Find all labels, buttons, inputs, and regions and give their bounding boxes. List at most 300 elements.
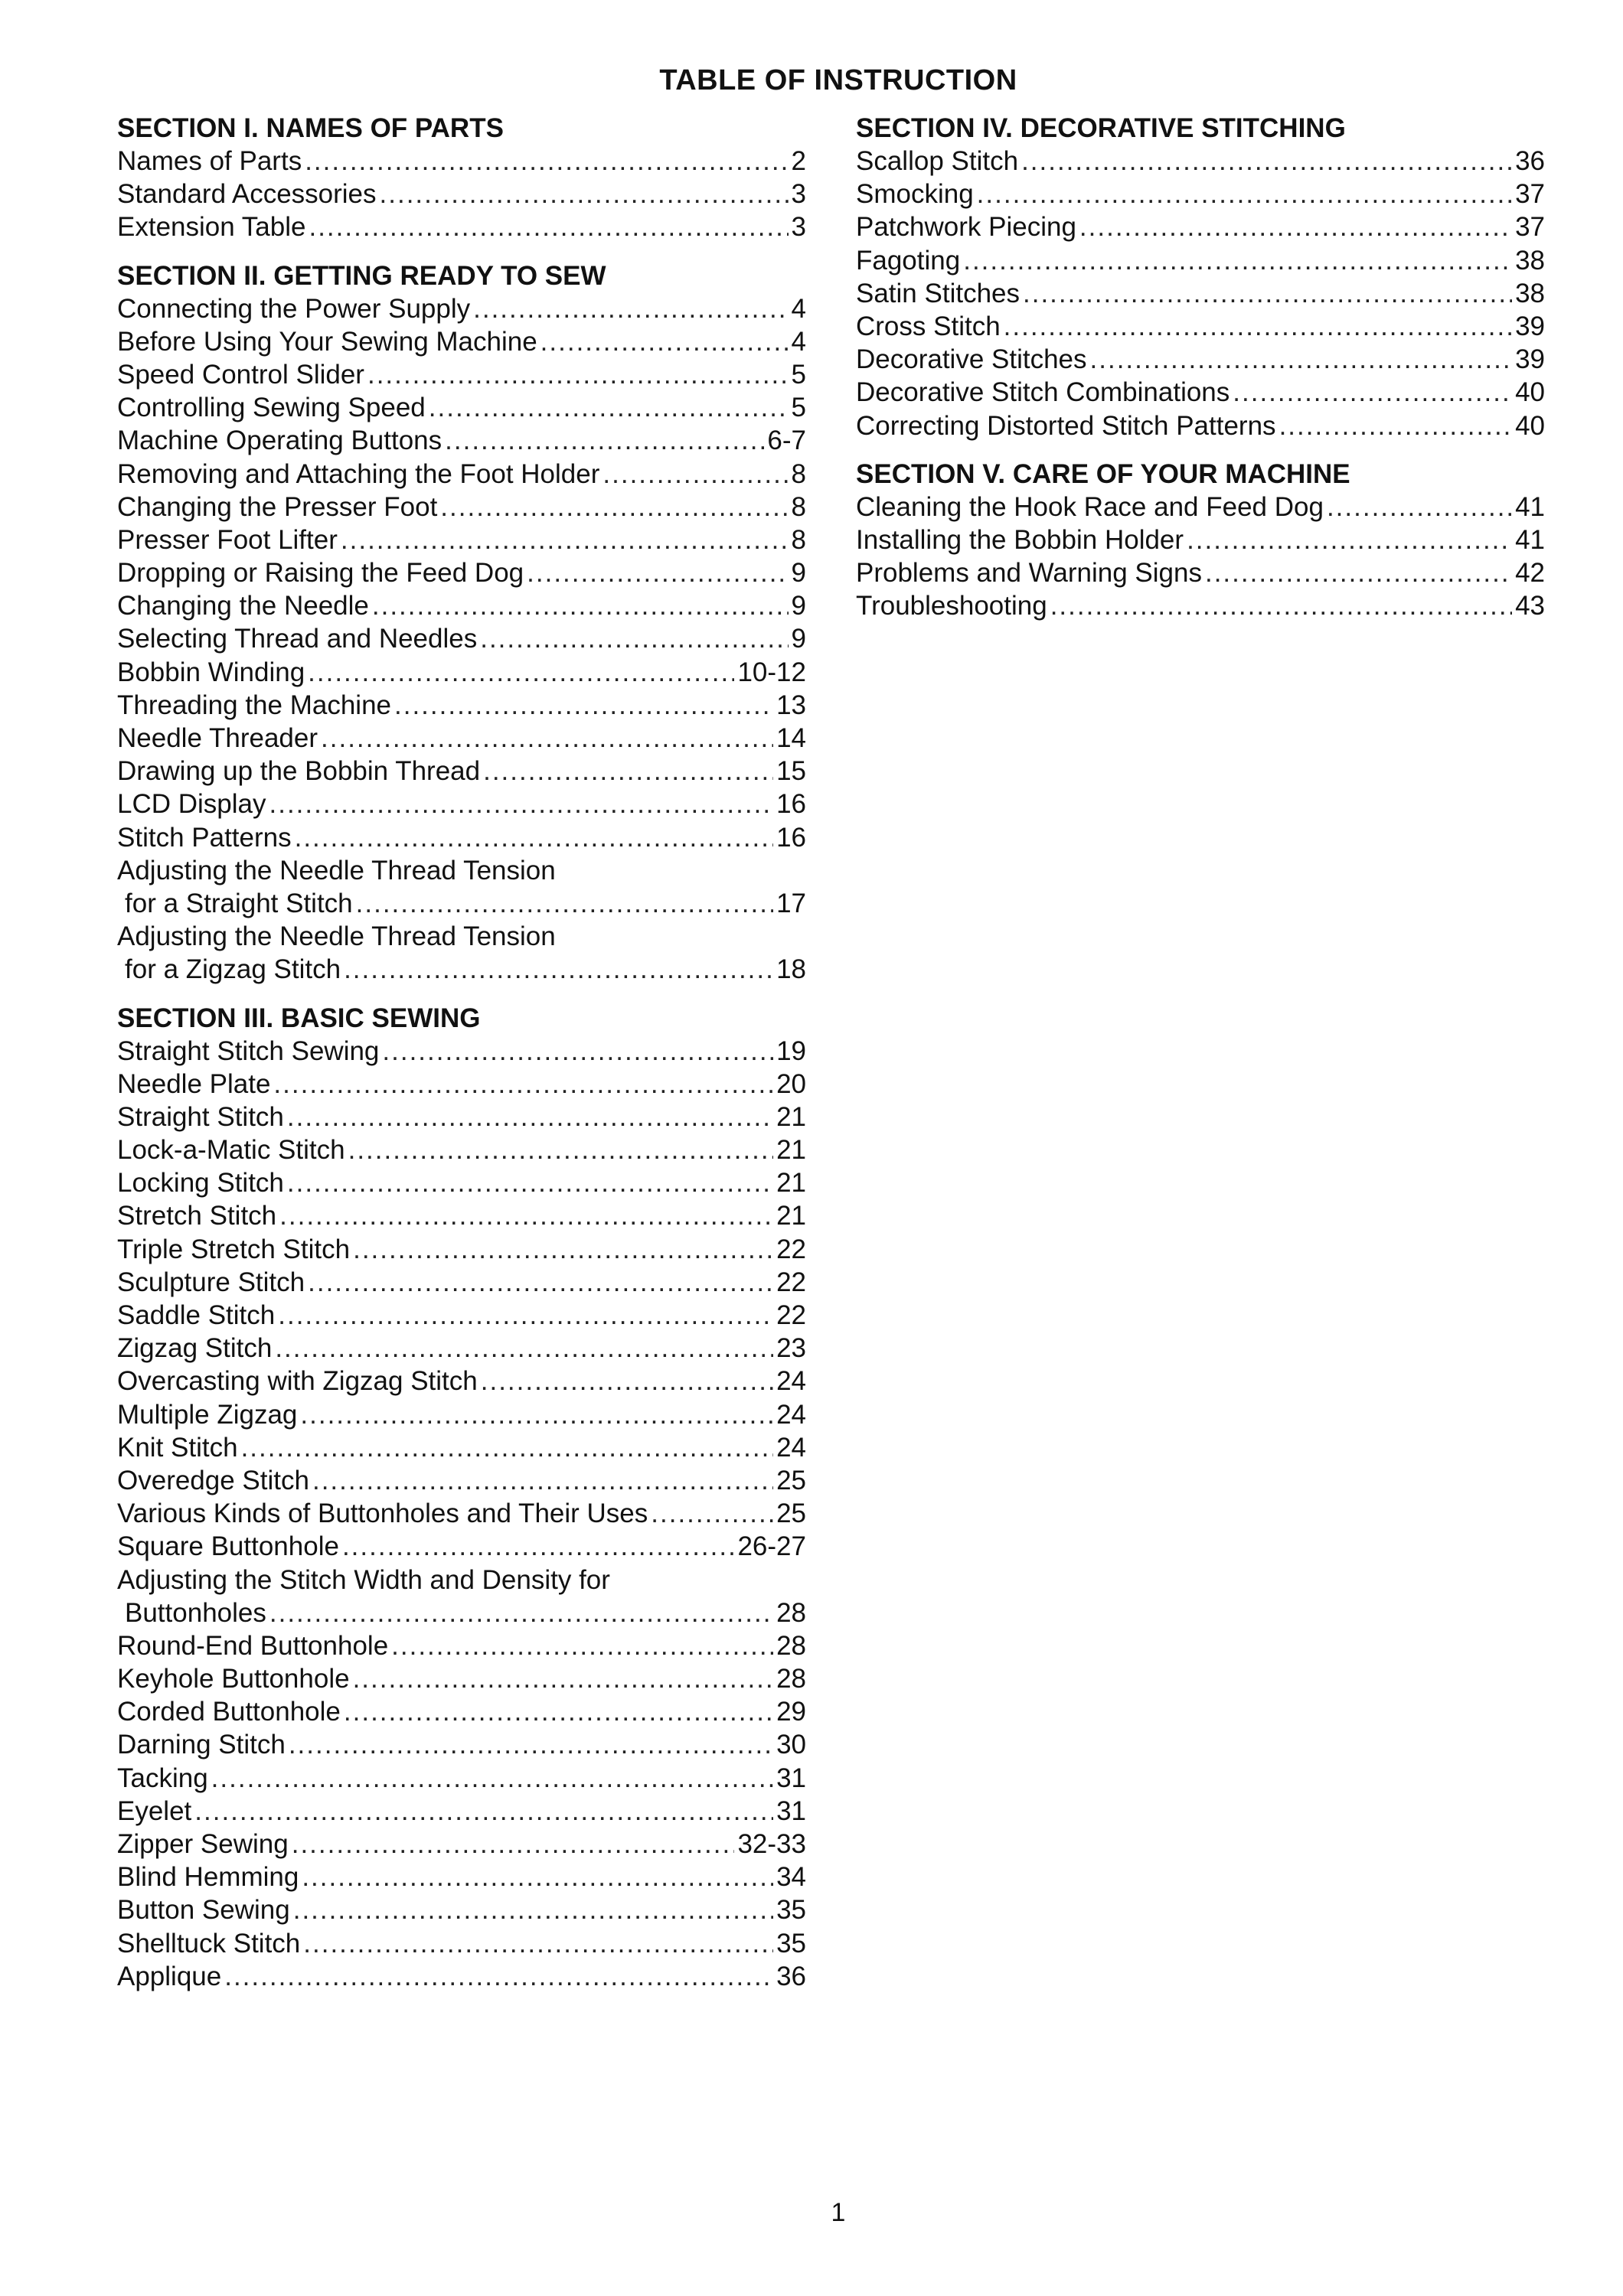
entry-title: Extension Table xyxy=(117,212,306,243)
entry-page-number: 25 xyxy=(776,1499,806,1529)
dot-leader xyxy=(293,1893,773,1926)
toc-entry xyxy=(117,1828,806,1861)
entry-title: Stretch Stitch xyxy=(117,1201,277,1231)
entry-page-number: 26-27 xyxy=(737,1531,806,1562)
entry-title: Threading the Machine xyxy=(117,690,391,720)
toc-entry xyxy=(117,1960,806,1993)
entry-title: Stitch Patterns xyxy=(117,822,292,853)
toc-entry xyxy=(117,722,806,755)
toc-entry xyxy=(117,325,806,358)
toc-entry-line xyxy=(117,1662,806,1695)
toc-entry-line xyxy=(117,821,806,854)
entry-title: Various Kinds of Buttonholes and Their Uses xyxy=(117,1499,648,1529)
dot-leader xyxy=(353,1233,773,1266)
dot-leader xyxy=(211,1762,773,1795)
entry-page-number: 3 xyxy=(791,179,806,210)
toc-entry-line xyxy=(117,1365,806,1397)
entry-title: Button Sewing xyxy=(117,1895,290,1926)
dot-leader xyxy=(527,556,788,589)
entry-page-number: 4 xyxy=(791,326,806,357)
entry-title: Presser Foot Lifter xyxy=(117,524,338,555)
toc-entry xyxy=(856,523,1545,556)
dot-leader xyxy=(344,953,773,986)
toc-entry-line xyxy=(117,1728,806,1761)
entry-page-number: 35 xyxy=(776,1928,806,1958)
entry-page-number: 36 xyxy=(1515,146,1545,176)
entry-title: Buttonholes xyxy=(125,1597,266,1628)
entry-page-number: 21 xyxy=(776,1101,806,1132)
entry-page-number: 13 xyxy=(776,690,806,720)
toc-entry-line xyxy=(856,244,1545,277)
toc-entry xyxy=(117,1166,806,1199)
dot-leader xyxy=(1233,376,1512,409)
dot-leader xyxy=(303,1927,773,1960)
dot-leader xyxy=(341,523,789,556)
dot-leader xyxy=(287,1101,773,1133)
dot-leader xyxy=(380,178,789,210)
entry-page-number: 40 xyxy=(1515,377,1545,408)
toc-entry xyxy=(117,1530,806,1563)
toc-entry-line xyxy=(117,1431,806,1464)
toc-entry xyxy=(856,210,1545,243)
entry-page-number: 3 xyxy=(791,212,806,243)
entry-title: Overcasting with Zigzag Stitch xyxy=(117,1366,478,1397)
dot-leader xyxy=(473,292,788,325)
dot-leader xyxy=(391,1629,773,1662)
toc-column-left xyxy=(117,112,806,2008)
dot-leader xyxy=(1090,343,1513,376)
dot-leader xyxy=(372,589,789,622)
entry-title: Decorative Stitches xyxy=(856,344,1087,375)
toc-entry-line xyxy=(117,556,806,589)
toc-entry-line xyxy=(117,1795,806,1828)
dot-leader xyxy=(1327,491,1512,523)
entry-page-number: 25 xyxy=(776,1465,806,1495)
toc-entry xyxy=(117,1662,806,1695)
entry-page-number: 2 xyxy=(791,146,806,176)
entry-page-number: 14 xyxy=(776,723,806,753)
toc-entry-line xyxy=(117,1398,806,1431)
toc-entry xyxy=(117,1365,806,1397)
toc-entry xyxy=(856,277,1545,310)
entry-title: Patchwork Piecing xyxy=(856,212,1076,243)
dot-leader xyxy=(1004,310,1512,343)
dot-leader xyxy=(224,1960,773,1993)
entry-title: Drawing up the Bobbin Thread xyxy=(117,756,481,787)
dot-leader xyxy=(394,689,773,722)
toc-entry-line xyxy=(856,210,1545,243)
toc-entry-line xyxy=(117,1133,806,1166)
toc-entry xyxy=(117,1893,806,1926)
entry-title-line1: Adjusting the Needle Thread Tension xyxy=(117,855,556,885)
entry-page-number: 43 xyxy=(1515,591,1545,621)
dot-leader xyxy=(305,145,788,178)
entry-title: Connecting the Power Supply xyxy=(117,293,471,324)
dot-leader xyxy=(1187,523,1512,556)
toc-entry-line xyxy=(117,622,806,655)
toc-entry-line xyxy=(117,1299,806,1332)
dot-leader xyxy=(445,424,764,457)
entry-page-number: 22 xyxy=(776,1300,806,1330)
entry-title: Selecting Thread and Needles xyxy=(117,624,478,654)
toc-entry xyxy=(117,589,806,622)
dot-leader xyxy=(651,1497,773,1530)
entry-page-number: 21 xyxy=(776,1135,806,1166)
dot-leader xyxy=(241,1431,773,1464)
entry-page-number: 36 xyxy=(776,1961,806,1991)
dot-leader xyxy=(977,178,1512,210)
entry-title: Troubleshooting xyxy=(856,591,1047,621)
entry-page-number: 22 xyxy=(776,1234,806,1264)
toc-entry xyxy=(117,1035,806,1068)
entry-page-number: 9 xyxy=(791,624,806,654)
toc-entry-line xyxy=(117,325,806,358)
entry-title: Problems and Warning Signs xyxy=(856,558,1202,589)
entry-title: Standard Accessories xyxy=(117,179,377,210)
toc-entry xyxy=(117,292,806,325)
entry-title: Scallop Stitch xyxy=(856,146,1019,176)
toc-entry-line xyxy=(117,1927,806,1960)
entry-title: Controlling Sewing Speed xyxy=(117,393,426,423)
dot-leader xyxy=(429,391,789,424)
toc-entry xyxy=(117,1795,806,1828)
entry-page-number: 21 xyxy=(776,1168,806,1199)
toc-column-right xyxy=(856,112,1545,638)
entry-page-number: 38 xyxy=(1515,245,1545,276)
toc-entry xyxy=(117,1233,806,1266)
entry-title: Needle Plate xyxy=(117,1068,271,1099)
dot-leader xyxy=(963,244,1512,277)
entry-page-number: 21 xyxy=(776,1201,806,1231)
entry-page-number: 9 xyxy=(791,591,806,621)
section-heading: SECTION III. BASIC SEWING xyxy=(117,1003,481,1033)
toc-entry xyxy=(117,491,806,523)
dot-leader xyxy=(1079,210,1512,243)
toc-entry-line xyxy=(117,1497,806,1530)
dot-leader xyxy=(279,1199,773,1232)
toc-entry xyxy=(117,1398,806,1431)
toc-entry xyxy=(117,1861,806,1893)
entry-page-number: 8 xyxy=(791,491,806,522)
entry-page-number: 37 xyxy=(1515,212,1545,243)
entry-title: Speed Control Slider xyxy=(117,359,364,390)
dot-leader xyxy=(353,1662,773,1695)
entry-title: Fagoting xyxy=(856,245,961,276)
entry-page-number: 31 xyxy=(776,1763,806,1793)
toc-entry-line xyxy=(117,1629,806,1662)
toc-entry xyxy=(856,589,1545,622)
toc-entry-line xyxy=(117,722,806,755)
dot-leader xyxy=(382,1035,773,1068)
page-number: 1 xyxy=(831,2198,846,2227)
toc-entry xyxy=(117,1266,806,1299)
dot-leader xyxy=(1205,556,1512,589)
toc-section xyxy=(117,112,806,244)
entry-title: for a Zigzag Stitch xyxy=(125,954,341,985)
entry-page-number: 34 xyxy=(776,1862,806,1893)
toc-entry-line xyxy=(117,1166,806,1199)
entry-page-number: 15 xyxy=(776,756,806,787)
dot-leader xyxy=(269,1596,773,1629)
entry-page-number: 35 xyxy=(776,1895,806,1926)
toc-entry xyxy=(117,1464,806,1497)
dot-leader xyxy=(273,1068,773,1101)
toc-entry xyxy=(117,523,806,556)
toc-entry xyxy=(117,689,806,722)
entry-title: Straight Stitch Sewing xyxy=(117,1035,380,1066)
toc-entry xyxy=(856,178,1545,210)
toc-entry xyxy=(117,1199,806,1232)
dot-leader xyxy=(321,722,773,755)
toc-entry xyxy=(117,210,806,243)
entry-title: Decorative Stitch Combinations xyxy=(856,377,1230,408)
toc-entry-line xyxy=(117,1828,806,1861)
toc-entry xyxy=(856,310,1545,343)
toc-entry-line xyxy=(117,424,806,457)
section-heading: SECTION V. CARE OF YOUR MACHINE xyxy=(856,458,1350,489)
dot-leader xyxy=(302,1861,773,1893)
toc-entry-line xyxy=(117,1960,806,1993)
entry-title: Names of Parts xyxy=(117,146,302,176)
toc-entry xyxy=(856,556,1545,589)
dot-leader xyxy=(194,1795,773,1828)
toc-entry-line xyxy=(117,292,806,325)
toc-entry xyxy=(117,1101,806,1133)
toc-entry xyxy=(856,409,1545,442)
dot-leader xyxy=(289,1728,773,1761)
toc-entry-line xyxy=(117,1861,806,1893)
entry-title: Applique xyxy=(117,1961,222,1991)
toc-entry-line xyxy=(117,1233,806,1266)
toc-entry-line xyxy=(117,1596,806,1629)
toc-entry-line xyxy=(117,1893,806,1926)
toc-entry-line xyxy=(856,376,1545,409)
entry-page-number: 28 xyxy=(776,1597,806,1628)
toc-entry-line xyxy=(856,343,1545,376)
entry-title: Satin Stitches xyxy=(856,278,1020,308)
entry-page-number: 9 xyxy=(791,558,806,589)
toc-entry-line xyxy=(117,1762,806,1795)
toc-entry-line xyxy=(117,1199,806,1232)
toc-entry-line xyxy=(117,1332,806,1365)
toc-entry xyxy=(117,1332,806,1365)
entry-title: Zigzag Stitch xyxy=(117,1333,273,1364)
dot-leader xyxy=(309,210,788,243)
entry-title: Cleaning the Hook Race and Feed Dog xyxy=(856,491,1324,522)
entry-page-number: 39 xyxy=(1515,344,1545,375)
toc-entry-line xyxy=(856,589,1545,622)
section-heading: SECTION IV. DECORATIVE STITCHING xyxy=(856,113,1346,143)
toc-entry-line xyxy=(117,656,806,689)
toc-entry-line xyxy=(117,178,806,210)
entry-title: Before Using Your Sewing Machine xyxy=(117,326,537,357)
toc-entry-line xyxy=(856,310,1545,343)
toc-entry-line xyxy=(856,523,1545,556)
entry-page-number: 8 xyxy=(791,524,806,555)
entry-page-number: 24 xyxy=(776,1366,806,1397)
entry-title: Square Buttonhole xyxy=(117,1531,339,1562)
entry-page-number: 38 xyxy=(1515,278,1545,308)
toc-entry xyxy=(117,556,806,589)
entry-page-number: 5 xyxy=(791,359,806,390)
entry-title: Removing and Attaching the Foot Holder xyxy=(117,458,600,489)
dot-leader xyxy=(1021,145,1512,178)
toc-section xyxy=(117,259,806,987)
entry-page-number: 39 xyxy=(1515,311,1545,341)
toc-entry-line xyxy=(856,145,1545,178)
entry-title: Bobbin Winding xyxy=(117,657,305,687)
entry-page-number: 23 xyxy=(776,1333,806,1364)
toc-entry-line xyxy=(117,1068,806,1101)
entry-page-number: 24 xyxy=(776,1399,806,1430)
dot-leader xyxy=(356,887,773,920)
toc-entry-line xyxy=(117,210,806,243)
entry-page-number: 20 xyxy=(776,1068,806,1099)
toc-entry-line xyxy=(117,458,806,491)
entry-title: Eyelet xyxy=(117,1795,192,1826)
toc-entry-line xyxy=(117,1530,806,1563)
entry-title: Keyhole Buttonhole xyxy=(117,1664,350,1694)
toc-entry-line xyxy=(856,409,1545,442)
entry-title: Knit Stitch xyxy=(117,1432,238,1463)
entry-page-number: 29 xyxy=(776,1697,806,1727)
entry-page-number: 41 xyxy=(1515,491,1545,522)
toc-entry-line xyxy=(117,689,806,722)
toc-entry xyxy=(117,458,806,491)
toc-entry xyxy=(117,1431,806,1464)
toc-entry xyxy=(117,1728,806,1761)
entry-title: Triple Stretch Stitch xyxy=(117,1234,351,1264)
entry-page-number: 24 xyxy=(776,1432,806,1463)
toc-entry xyxy=(117,1497,806,1530)
toc-entry xyxy=(117,1927,806,1960)
toc-entry-line xyxy=(117,788,806,820)
entry-page-number: 16 xyxy=(776,822,806,853)
entry-page-number: 30 xyxy=(776,1730,806,1760)
entry-title: Straight Stitch xyxy=(117,1101,284,1132)
entry-title: Round-End Buttonhole xyxy=(117,1630,389,1661)
toc-entry xyxy=(856,244,1545,277)
dot-leader xyxy=(603,458,788,491)
dot-leader xyxy=(275,1332,773,1365)
toc-entry xyxy=(117,358,806,391)
entry-page-number: 28 xyxy=(776,1664,806,1694)
toc-entry-line xyxy=(117,1101,806,1133)
entry-page-number: 8 xyxy=(791,458,806,489)
dot-leader xyxy=(269,788,774,820)
entry-page-number: 10-12 xyxy=(737,657,806,687)
toc-entry xyxy=(117,1629,806,1662)
toc-entry xyxy=(117,854,806,920)
toc-entry-line xyxy=(856,556,1545,589)
toc-section xyxy=(856,112,1545,442)
entry-page-number: 19 xyxy=(776,1035,806,1066)
toc-entry xyxy=(117,1299,806,1332)
entry-title-line1: Adjusting the Stitch Width and Density for xyxy=(117,1564,610,1595)
entry-title: Correcting Distorted Stitch Patterns xyxy=(856,410,1276,441)
entry-title: Shelltuck Stitch xyxy=(117,1928,301,1958)
dot-leader xyxy=(287,1166,773,1199)
toc-entry xyxy=(117,145,806,178)
entry-page-number: 28 xyxy=(776,1630,806,1661)
dot-leader xyxy=(342,1530,735,1563)
entry-title: LCD Display xyxy=(117,789,266,820)
toc-entry xyxy=(117,622,806,655)
entry-title: Cross Stitch xyxy=(856,311,1001,341)
entry-title: Overedge Stitch xyxy=(117,1465,309,1495)
toc-entry-line xyxy=(117,391,806,424)
toc-entry-line xyxy=(117,1035,806,1068)
entry-title: Tacking xyxy=(117,1763,208,1793)
toc-entry xyxy=(117,788,806,820)
dot-leader xyxy=(1023,277,1512,310)
entry-page-number: 6-7 xyxy=(767,426,806,456)
toc-entry xyxy=(117,424,806,457)
entry-title: Machine Operating Buttons xyxy=(117,426,442,456)
toc-entry-line xyxy=(117,358,806,391)
toc-entry xyxy=(856,491,1545,523)
entry-title: Changing the Presser Foot xyxy=(117,491,438,522)
toc-entry xyxy=(117,1133,806,1166)
entry-page-number: 22 xyxy=(776,1267,806,1297)
entry-page-number: 18 xyxy=(776,954,806,985)
toc-entry-line xyxy=(117,491,806,523)
dot-leader xyxy=(440,491,788,523)
entry-page-number: 17 xyxy=(776,888,806,918)
toc-entry-line xyxy=(856,178,1545,210)
entry-page-number: 4 xyxy=(791,293,806,324)
dot-leader xyxy=(480,622,788,655)
entry-title-line1: Adjusting the Needle Thread Tension xyxy=(117,921,556,952)
dot-leader xyxy=(300,1398,773,1431)
entry-page-number: 37 xyxy=(1515,179,1545,210)
entry-page-number: 41 xyxy=(1515,524,1545,555)
entry-page-number: 5 xyxy=(791,393,806,423)
toc-entry-line xyxy=(117,1266,806,1299)
toc-entry xyxy=(117,1762,806,1795)
entry-title: Smocking xyxy=(856,179,974,210)
entry-title: Locking Stitch xyxy=(117,1168,284,1199)
toc-entry-line xyxy=(117,589,806,622)
toc-entry xyxy=(117,1695,806,1728)
toc-entry-line xyxy=(856,491,1545,523)
toc-entry xyxy=(856,376,1545,409)
toc-entry xyxy=(117,656,806,689)
dot-leader xyxy=(344,1695,773,1728)
dot-leader xyxy=(481,1365,773,1397)
dot-leader xyxy=(295,821,773,854)
toc-entry xyxy=(117,391,806,424)
entry-title: Saddle Stitch xyxy=(117,1300,276,1330)
dot-leader xyxy=(292,1828,735,1861)
section-heading: SECTION I. NAMES OF PARTS xyxy=(117,113,504,143)
entry-title: Installing the Bobbin Holder xyxy=(856,524,1184,555)
entry-title: Zipper Sewing xyxy=(117,1829,289,1859)
entry-title: Dropping or Raising the Feed Dog xyxy=(117,558,524,589)
toc-entry xyxy=(117,1068,806,1101)
toc-entry xyxy=(117,755,806,788)
entry-page-number: 40 xyxy=(1515,410,1545,441)
toc-entry-line xyxy=(856,277,1545,310)
page-title: TABLE OF INSTRUCTION xyxy=(659,64,1017,96)
dot-leader xyxy=(367,358,789,391)
dot-leader xyxy=(348,1133,773,1166)
toc-entry xyxy=(117,920,806,986)
toc-entry xyxy=(117,821,806,854)
toc-entry-line xyxy=(117,523,806,556)
toc-entry xyxy=(856,145,1545,178)
dot-leader xyxy=(308,656,734,689)
